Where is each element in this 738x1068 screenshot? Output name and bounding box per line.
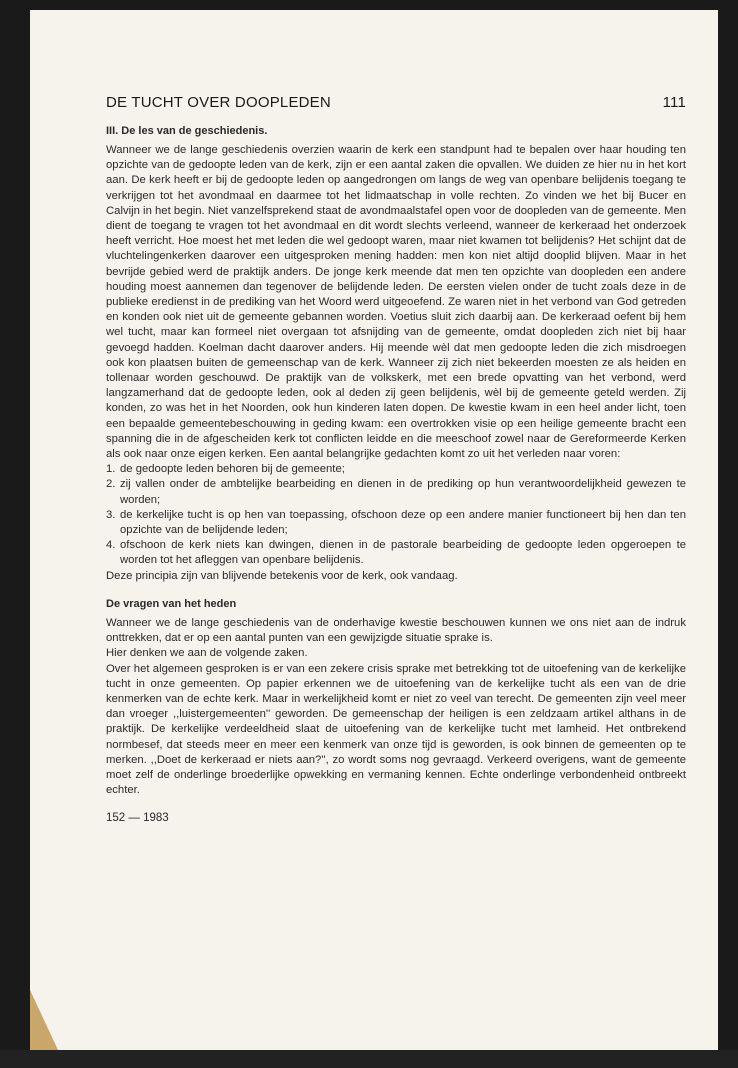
list-item xyxy=(106,477,686,507)
list-item-number: 3. xyxy=(106,508,116,521)
section-intro-paragraph: Wanneer we de lange geschiedenis overzien waarin de kerk een standpunt had te bepalen over haar houding ten opzichte van de gedoopte leden van de kerk, zijn er een aantal zaken die opvallen. We duiden ze hier nu in het kort aan. De kerk heeft er bij de gedoopte leden op aangedrongen om langs de weg van openbare belijdenis toegang te verkrijgen tot het avondmaal en daarmee tot het lidmaatschap in volle rechten. Zo vinden we het bij Bucer en Calvijn in het begin. Niet vanzelfsprekend staat de avondmaalstafel open voor de doopleden van de gemeente. Men dient de toegang te vragen tot het avondmaal en dit wordt slechts verleend, wanneer de kerkeraad het onderzoek heeft verricht. Hoe moest het met leden die wel gedoopt waren, maar niet kwamen tot belijdenis? Het schijnt dat de vluchtelingenkerken daarover een uitgesproken mening hadden: men kon niet altijd dooplid blijven. Maar in het bevrijde gebied werd de praktijk anders. De jonge kerk meende dat men ten opzichte van doopleden een andere houding moest aannemen dan tegenover de belijdende leden. De eersten vielen onder de tucht zoals deze in de publieke eredienst in de prediking van het Woord werd uitgeoefend. Ze waren niet in het verbond van God getreden en konden ook niet uit de gemeente gebannen worden. Voetius sluit zich daarbij aan. De kerkeraad oefent bij hem wel tucht, maar kan formeel niet overgaan tot afsnijding van de gemeente, omdat doopleden zich niet bij haar gevoegd hadden. Koelman dacht daarover anders. Hij meende wèl dat men gedoopte leden die zich misdroegen ook kon plaatsen buiten de gemeenschap van de kerk. Wanneer zij zich niet bekeerden moesten ze als heiden en tollenaar worden geschouwd. De praktijk van de volkskerk, met een brede opvatting van het verbond, werd langzamerhand dat de gedoopte leden, ook al deden zij geen belijdenis, wèl bij de gemeente geteld werden. Zij konden, zo was het in het Noorden, ook hun kinderen laten dopen. De kwestie kwam in een heel ander licht, toen een bepaalde gemeentebeschouwing in geding kwam: een overtrokken visie op een heilige gemeente bracht een spanning die in de afgescheiden kerk tot conflicten leidde en die meeschoof zowel naar de Gereformeerde Kerken als ook naar onze eigen kerken. Een aantal belangrijke gedachten komt zo uit het verleden naar voren: xyxy=(106,144,686,461)
subsection-heading: De vragen van het heden xyxy=(106,597,237,610)
subsection-paragraph-2: Hier denken we aan de volgende zaken. xyxy=(106,647,308,660)
section-heading: III. De les van de geschiedenis. xyxy=(106,125,268,137)
section-closing-paragraph: Deze principia zijn van blijvende betekenis voor de kerk, ook vandaag. xyxy=(106,569,458,582)
list-item-number: 2. xyxy=(106,478,116,491)
running-header xyxy=(106,94,686,111)
header-page-number: 111 xyxy=(662,94,686,111)
subsection-paragraph-3: Over het algemeen gesproken is er van een zekere crisis sprake met betrekking tot de uitoefening van de kerkelijke tucht in onze gemeenten. Op papier erkennen we de uitoefening van de kerkelijke tucht als een van de drie kenmerken van de echte kerk. Maar in werkelijkheid komt er niet zo veel van terecht. De gemeenten zijn veel meer dan vroeger ,,luistergemeenten'' geworden. De gemeenschap der heiligen is een zeldzaam artikel althans in de praktijk. De kerkelijke verdeeldheid slaat de uitoefening van de kerkelijke tucht met lamheid. Het ontbrekend normbesef, dat steeds meer en meer een kenmerk van onze tijd is geworden, is ook binnen de gemeenten op te merken. ,,Doet de kerkeraad er niets aan?'', zo wordt soms nog gevraagd. Verkeerd overigens, want de gemeente moet zelf de onderlinge broederlijke opwekking en vermaning kennen. Echte onderlinge verbondenheid ontbreekt echter. xyxy=(106,662,686,797)
scan-border xyxy=(0,1050,738,1068)
list-item-text: zij vallen onder de ambtelijke bearbeiding en dienen in de prediking op hun verantwoordelijkheid gewezen te worden; xyxy=(120,478,686,506)
list-item-text: de kerkelijke tucht is op hen van toepassing, ofschoon deze op een andere manier functioneert bij hen dan ten opzichte van de belijdende leden; xyxy=(120,508,686,537)
list-item-number: 4. xyxy=(106,539,116,552)
header-title: DE TUCHT OVER DOOPLEDEN xyxy=(106,94,331,111)
folded-corner xyxy=(30,990,58,1050)
list-item-number: 1. xyxy=(106,463,116,476)
list-item-text: ofschoon de kerk niets kan dwingen, dienen in de pastorale bearbeiding de gedoopte leden opgeroepen te worden tot het afleggen van openbare belijdenis. xyxy=(120,539,686,567)
list-item-text: de gedoopte leden behoren bij de gemeente; xyxy=(120,463,345,476)
principles-list xyxy=(106,462,686,568)
document-page xyxy=(30,10,718,1050)
issue-footer: 152 — 1983 xyxy=(106,812,169,825)
list-item xyxy=(106,508,686,538)
list-item xyxy=(106,462,686,477)
page-content xyxy=(106,94,686,824)
subsection-paragraph-1: Wanneer we de lange geschiedenis van de onderhavige kwestie beschouwen kunnen we ons niet aan de indruk onttrekken, dat er op een aantal punten van een gewijzigde situatie sprake is. xyxy=(106,616,686,645)
list-item xyxy=(106,538,686,568)
